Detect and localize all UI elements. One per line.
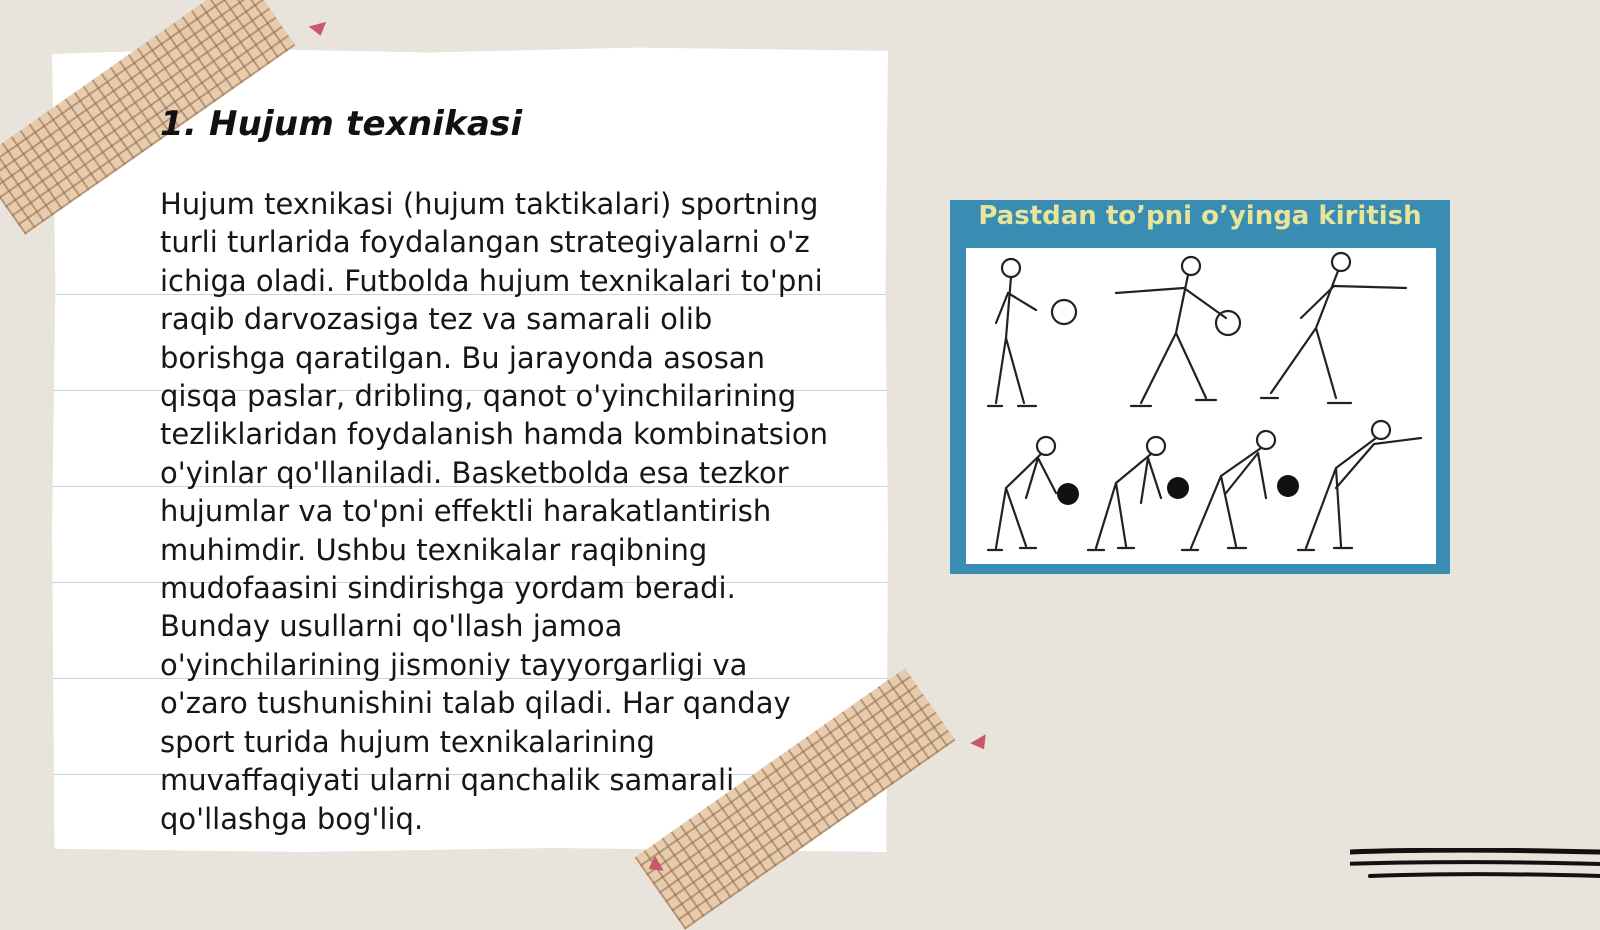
player-figure bbox=[1298, 421, 1421, 550]
player-figure bbox=[1116, 257, 1240, 406]
ball bbox=[1167, 477, 1189, 499]
figure-caption: Pastdan to’pni o’yinga kiritish bbox=[978, 202, 1422, 231]
player-figure bbox=[1182, 431, 1275, 550]
volleyball-serve-figure bbox=[950, 200, 1450, 574]
ball bbox=[1057, 483, 1079, 505]
slide-body-text: Hujum texnikasi (hujum taktikalari) sportning turli turlarida foydalangan strategiyalarni o'z ichiga oladi. Futbolda hujum texnikalari to'pni raqib darvozasiga tez va samarali olib borishga qaratilgan. Bu jarayonda asosan qisqa paslar, dribling, qanot o'yinchilarining tezliklaridan foydalanish hamda kombinatsion o'yinlar qo'llaniladi. Basketbolda esa tezkor hujumlar va to'pni effektli harakatlantirish muhimdir. Ushbu texnikalar raqibning mudofaasini sindirishga yordam beradi. Bunday usullarni qo'llash jamoa o'yinchilarining jismoniy tayyorgarligi va o'zaro tushunishini talab qiladi. Har qanday sport turida hujum texnikalarining muvaffaqiyati ularni qanchalik samarali qo'llashga bog'liq. bbox=[160, 187, 829, 836]
slide-title: 1. Hujum texnikasi bbox=[160, 104, 523, 144]
player-figure bbox=[1088, 437, 1165, 550]
serve-illustration bbox=[966, 248, 1436, 564]
decorative-brush-strokes bbox=[1350, 848, 1600, 888]
ball bbox=[1277, 475, 1299, 497]
player-figure bbox=[988, 437, 1056, 550]
tape-corner-marker bbox=[309, 22, 329, 38]
tape-corner-marker bbox=[970, 734, 992, 753]
player-figure bbox=[1261, 253, 1406, 403]
serve-sequence-drawing bbox=[966, 248, 1436, 564]
player-figure bbox=[988, 259, 1076, 406]
